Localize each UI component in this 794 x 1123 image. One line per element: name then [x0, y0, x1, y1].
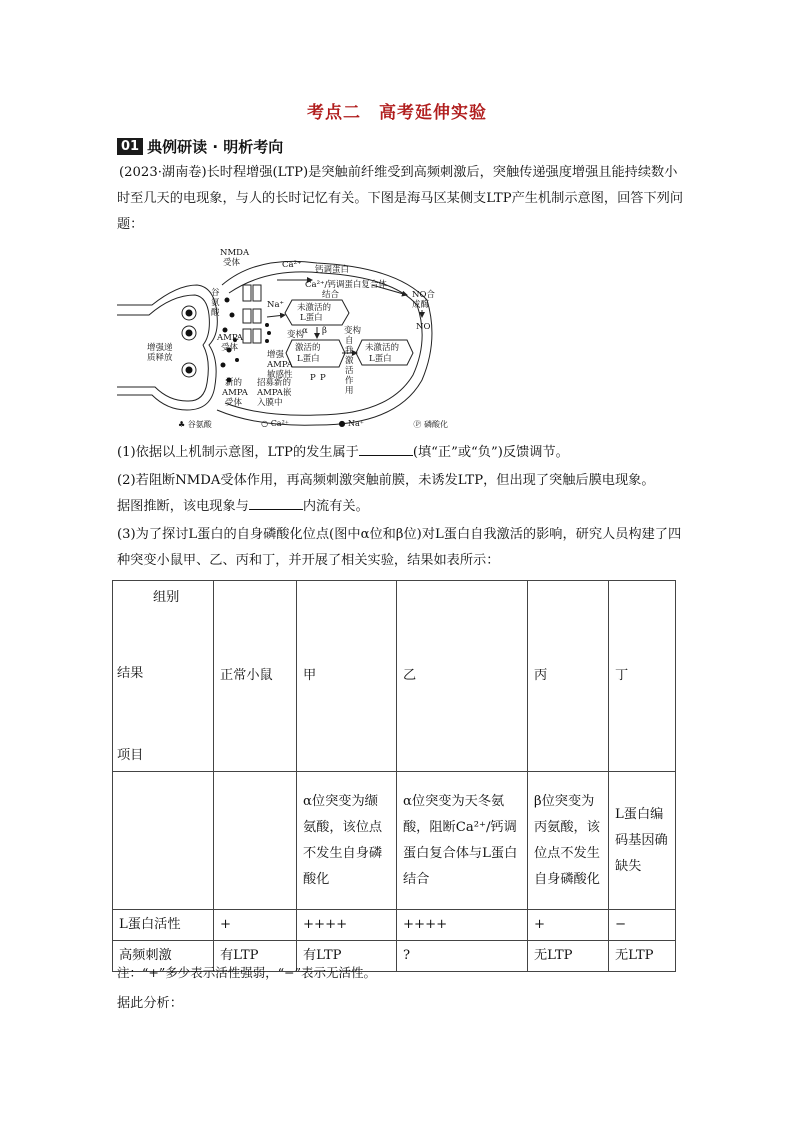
svg-text:用: 用	[345, 386, 354, 396]
col-normal: 正常小鼠	[214, 581, 297, 772]
analysis-lead: 据此分析：	[117, 996, 183, 1011]
ltp-mechanism-diagram	[117, 245, 437, 435]
svg-text:未激活的: 未激活的	[297, 303, 332, 313]
svg-text:α: α	[302, 326, 308, 336]
figure-legend	[178, 419, 448, 430]
svg-text:活: 活	[345, 366, 354, 376]
desc-jia: α位突变为缬氨酸，该位点不发生自身磷酸化	[297, 772, 397, 910]
col-yi: 乙	[397, 581, 528, 772]
question-2: (2)若阻断NMDA受体作用，再高频刺激突触前膜，未诱发LTP，但出现了突触后膜电现象。 据图推断，该电现象与 内流有关。	[117, 473, 655, 514]
svg-text:入膜中: 入膜中	[257, 398, 283, 408]
col-bing: 丙	[528, 581, 609, 772]
svg-text:增强递: 增强递	[147, 343, 173, 353]
svg-text:P: P	[320, 373, 326, 383]
legend-phos: Ⓟ 磷酸化	[413, 420, 448, 429]
svg-text:作: 作	[345, 376, 354, 386]
svg-text:受体: 受体	[223, 258, 241, 268]
svg-text:招募新的: 招募新的	[257, 378, 292, 388]
legend-ca: ○ Ca²⁺	[261, 419, 290, 428]
svg-text:P: P	[310, 373, 316, 383]
svg-text:受体: 受体	[225, 398, 243, 408]
svg-text:变构: 变构	[287, 330, 305, 340]
svg-text:钙调蛋白: 钙调蛋白	[315, 265, 350, 275]
table-note: 注：“+”多少表示活性强弱，“−”表示无活性。	[117, 965, 377, 980]
svg-text:AMPA: AMPA	[267, 360, 293, 370]
blank-1	[359, 443, 413, 456]
svg-text:NMDA: NMDA	[220, 248, 250, 258]
svg-text:成酶: 成酶	[412, 300, 430, 310]
svg-text:AMPA嵌: AMPA嵌	[257, 388, 292, 398]
svg-text:受体: 受体	[221, 343, 239, 353]
svg-text:Na⁺: Na⁺	[267, 300, 284, 310]
intro-paragraph: (2023·湖南卷)长时程增强(LTP)是突触前纤维受到高频刺激后，突触传递强度增强且能持续数小时至几天的电现象，与人的长时记忆有关。下图是海马区某侧支LTP产生机制示意图，回答下列问题：	[117, 165, 684, 232]
svg-text:敏感性: 敏感性	[267, 370, 293, 380]
col-jia: 甲	[297, 581, 397, 772]
svg-text:未激活的: 未激活的	[365, 343, 400, 353]
desc-ding: L蛋白编码基因确缺失	[609, 772, 676, 910]
svg-text:我: 我	[345, 346, 354, 356]
svg-text:Ca²⁺/钙调蛋白复合体: Ca²⁺/钙调蛋白复合体	[305, 280, 387, 290]
svg-text:新的: 新的	[225, 378, 243, 388]
svg-text:Ca²⁺: Ca²⁺	[282, 260, 302, 270]
svg-text:增强: 增强	[267, 350, 285, 360]
svg-text:氨: 氨	[211, 298, 220, 308]
blank-2	[249, 497, 303, 510]
svg-text:NO: NO	[416, 322, 431, 332]
desc-normal	[214, 772, 297, 910]
svg-text:L蛋白: L蛋白	[369, 354, 392, 364]
svg-text:激活的: 激活的	[295, 343, 321, 353]
svg-text:谷: 谷	[211, 288, 220, 298]
svg-text:AMPA: AMPA	[217, 333, 243, 343]
col-ding: 丁	[609, 581, 676, 772]
question-1: (1)依据以上机制示意图，LTP的发生属于 (填“正”或“负”)反馈调节。	[117, 445, 569, 460]
svg-text:激: 激	[345, 356, 354, 366]
table-corner-cell: 组别 结果 项目	[113, 581, 214, 772]
table-row: L蛋白活性 + ++++ ++++ + −	[113, 910, 676, 941]
svg-text:自: 自	[345, 336, 354, 346]
svg-text:NO合: NO合	[412, 290, 435, 300]
table-row: 高频刺激 有LTP 有LTP ? 无LTP 无LTP	[113, 941, 676, 972]
svg-text:变构: 变构	[344, 326, 362, 336]
section-header	[117, 136, 283, 156]
legend-na: ● Na⁺	[338, 419, 364, 428]
section-label: 典例研读 · 明析考向	[147, 137, 284, 156]
svg-text:β: β	[322, 326, 327, 336]
svg-text:结合: 结合	[322, 290, 340, 300]
section-number: 01	[117, 138, 143, 155]
legend-glutamate: ♣ 谷氨酸	[178, 420, 212, 429]
svg-text:质释放: 质释放	[147, 353, 173, 363]
svg-text:L蛋白: L蛋白	[300, 313, 323, 323]
svg-text:AMPA: AMPA	[222, 388, 248, 398]
desc-empty	[113, 772, 214, 910]
desc-bing: β位突变为丙氨酸，该位点不发生自身磷酸化	[528, 772, 609, 910]
svg-text:酸: 酸	[211, 308, 220, 318]
desc-yi: α位突变为天冬氨酸，阻断Ca²⁺/钙调蛋白复合体与L蛋白结合	[397, 772, 528, 910]
question-3: (3)为了探讨L蛋白的自身磷酸化位点(图中α位和β位)对L蛋白自我激活的影响，研究人员构建了四种突变小鼠甲、乙、丙和丁，并开展了相关实验，结果如表所示：	[117, 527, 682, 568]
svg-text:L蛋白: L蛋白	[297, 354, 320, 364]
page-title: 考点二 高考延伸实验	[307, 103, 487, 123]
results-table	[112, 580, 676, 972]
